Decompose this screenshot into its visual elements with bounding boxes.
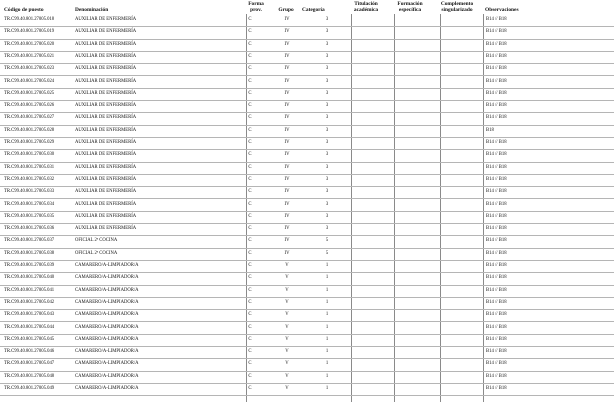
cell-observaciones: B14 // B18 <box>486 250 507 256</box>
cell-categoria: 3 <box>325 189 329 195</box>
cell-grupo: IV <box>284 17 290 22</box>
table-row <box>0 100 614 113</box>
cell-categoria: 3 <box>325 66 329 72</box>
table-row <box>0 26 614 39</box>
cell-denominacion: AUXILIAR DE ENFERMERÍA <box>75 213 137 219</box>
cell-observaciones: B14 // B18 <box>486 312 507 318</box>
table-row <box>0 358 614 371</box>
header-forma-prov-line2: prov. <box>250 7 262 13</box>
cell-grupo: IV <box>284 78 290 84</box>
cell-observaciones: B14 // B18 <box>486 90 507 96</box>
cell-denominacion: AUXILIAR DE ENFERMERÍA <box>75 41 137 47</box>
cell-observaciones: B14 // B18 <box>486 103 507 109</box>
cell-denominacion: AUXILIAR DE ENFERMERÍA <box>75 17 137 22</box>
table-row <box>0 76 614 89</box>
header-titulacion-line2: académica <box>353 7 379 13</box>
cell-grupo: IV <box>284 66 290 72</box>
cell-observaciones: B14 // B18 <box>486 287 507 293</box>
header-categoria: Categoría <box>302 7 325 13</box>
table-row <box>0 297 614 310</box>
cell-forma: C <box>248 41 252 47</box>
cell-observaciones: B14 // B18 <box>486 176 507 182</box>
cell-grupo: IV <box>284 53 290 59</box>
cell-grupo: V <box>285 386 289 391</box>
cell-observaciones: B14 // B18 <box>486 336 507 342</box>
table-row <box>0 14 614 27</box>
cell-denominacion: CAMARERO/A-LIMPIADOR/A <box>75 361 139 367</box>
cell-denominacion: AUXILIAR DE ENFERMERÍA <box>75 66 137 72</box>
cell-grupo: V <box>285 373 289 379</box>
cell-forma: C <box>248 90 252 96</box>
cell-observaciones: B14 // B18 <box>486 226 507 232</box>
cell-forma: C <box>248 373 252 379</box>
cell-observaciones: B14 // B18 <box>486 17 507 22</box>
cell-categoria: 5 <box>325 238 329 244</box>
cell-categoria: 3 <box>325 41 329 47</box>
cell-forma: C <box>248 213 252 219</box>
cell-categoria: 3 <box>325 90 329 96</box>
cell-denominacion: AUXILIAR DE ENFERMERÍA <box>75 127 137 133</box>
cell-categoria: 1 <box>325 287 329 293</box>
cell-codigo: TR.C99.40.801.27005.049 <box>4 386 55 391</box>
cell-grupo: IV <box>284 90 290 96</box>
cell-codigo: TR.C99.40.801.27005.023 <box>4 66 55 72</box>
cell-grupo: V <box>285 361 289 367</box>
cell-codigo: TR.C99.40.801.27005.036 <box>4 226 55 232</box>
cell-grupo: IV <box>284 250 290 256</box>
cell-denominacion: CAMARERO/A-LIMPIADOR/A <box>75 373 139 379</box>
cell-grupo: IV <box>284 152 290 158</box>
cell-forma: C <box>248 189 252 195</box>
cell-observaciones: B14 // B18 <box>486 140 507 145</box>
cell-grupo: IV <box>284 29 290 35</box>
cell-observaciones: B14 // B18 <box>486 386 507 391</box>
table-row <box>0 51 614 64</box>
table-row <box>0 285 614 298</box>
cell-codigo: TR.C99.40.801.27005.031 <box>4 164 55 170</box>
cell-denominacion: AUXILIAR DE ENFERMERÍA <box>75 103 137 109</box>
cell-denominacion: OFICIAL 2ª COCINA <box>75 250 118 256</box>
cell-denominacion: AUXILIAR DE ENFERMERÍA <box>75 152 137 158</box>
cell-codigo: TR.C99.40.801.27005.043 <box>4 312 55 318</box>
cell-observaciones: B14 // B18 <box>486 361 507 367</box>
cell-observaciones: B14 // B18 <box>486 349 507 355</box>
cell-categoria: 3 <box>325 78 329 84</box>
cell-forma: C <box>248 312 252 318</box>
cell-codigo: TR.C99.40.801.27005.046 <box>4 349 55 355</box>
table-row <box>0 137 614 150</box>
cell-forma: C <box>248 336 252 342</box>
cell-categoria: 3 <box>325 176 329 182</box>
cell-categoria: 1 <box>325 336 329 342</box>
cell-forma: C <box>248 275 252 281</box>
cell-observaciones: B14 // B18 <box>486 201 507 207</box>
cell-denominacion: CAMARERO/A-LIMPIADOR/A <box>75 349 139 355</box>
cell-forma: C <box>248 263 252 268</box>
cell-codigo: TR.C99.40.801.27005.030 <box>4 152 55 158</box>
cell-codigo: TR.C99.40.801.27005.027 <box>4 115 55 121</box>
cell-grupo: IV <box>284 226 290 232</box>
cell-codigo: TR.C99.40.801.27005.033 <box>4 189 55 195</box>
cell-observaciones: B14 // B18 <box>486 78 507 84</box>
table-row <box>0 334 614 347</box>
cell-observaciones: B18 <box>486 127 494 133</box>
cell-observaciones: B14 // B18 <box>486 275 507 281</box>
cell-grupo: IV <box>284 213 290 219</box>
table-row <box>0 383 614 396</box>
cell-categoria: 3 <box>325 103 329 109</box>
cell-denominacion: AUXILIAR DE ENFERMERÍA <box>75 226 137 232</box>
header-forma-prov-line1: Forma <box>248 1 264 7</box>
cell-denominacion: CAMARERO/A-LIMPIADOR/A <box>75 386 139 391</box>
cell-grupo: V <box>285 324 289 330</box>
cell-forma: C <box>248 386 252 391</box>
cell-grupo: IV <box>284 176 290 182</box>
cell-categoria: 1 <box>325 275 329 281</box>
cell-codigo: TR.C99.40.801.27005.037 <box>4 238 55 244</box>
cell-denominacion: CAMARERO/A-LIMPIADOR/A <box>75 324 139 330</box>
cell-grupo: IV <box>284 41 290 47</box>
cell-denominacion: AUXILIAR DE ENFERMERÍA <box>75 140 137 145</box>
cell-categoria: 1 <box>325 312 329 318</box>
cell-grupo: IV <box>284 127 290 133</box>
table-row <box>0 309 614 322</box>
cell-grupo: V <box>285 336 289 342</box>
cell-observaciones: B14 // B18 <box>486 324 507 330</box>
cell-forma: C <box>248 127 252 133</box>
cell-codigo: TR.C99.40.801.27005.025 <box>4 90 55 96</box>
cell-denominacion: AUXILIAR DE ENFERMERÍA <box>75 189 137 195</box>
cell-denominacion: CAMARERO/A-LIMPIADOR/A <box>75 287 139 293</box>
cell-observaciones: B14 // B18 <box>486 53 507 59</box>
cell-categoria: 3 <box>325 164 329 170</box>
cell-categoria: 3 <box>325 53 329 59</box>
cell-observaciones: B14 // B18 <box>486 213 507 219</box>
cell-forma: C <box>248 152 252 158</box>
cell-categoria: 1 <box>325 373 329 379</box>
cell-categoria: 3 <box>325 140 329 145</box>
cell-codigo: TR.C99.40.801.27005.018 <box>4 17 55 22</box>
cell-forma: C <box>248 78 252 84</box>
table-row <box>0 125 614 138</box>
cell-observaciones: B14 // B18 <box>486 66 507 72</box>
cell-denominacion: AUXILIAR DE ENFERMERÍA <box>75 176 137 182</box>
cell-codigo: TR.C99.40.801.27005.039 <box>4 263 55 268</box>
cell-codigo: TR.C99.40.801.27005.026 <box>4 103 55 109</box>
cell-forma: C <box>248 361 252 367</box>
cell-codigo: TR.C99.40.801.27005.020 <box>4 41 55 47</box>
cell-categoria: 3 <box>325 29 329 35</box>
cell-categoria: 1 <box>325 299 329 305</box>
cell-codigo: TR.C99.40.801.27005.038 <box>4 250 55 256</box>
table-row <box>0 260 614 273</box>
cell-observaciones: B14 // B18 <box>486 263 507 268</box>
cell-codigo: TR.C99.40.801.27005.028 <box>4 127 55 133</box>
cell-categoria: 5 <box>325 250 329 256</box>
cell-forma: C <box>248 103 252 109</box>
cell-categoria: 3 <box>325 201 329 207</box>
cell-forma: C <box>248 176 252 182</box>
table-row <box>0 39 614 52</box>
cell-forma: C <box>248 349 252 355</box>
cell-forma: C <box>248 238 252 244</box>
header-grupo: Grupo <box>278 7 294 13</box>
cell-categoria: 3 <box>325 226 329 232</box>
cell-forma: C <box>248 140 252 145</box>
table-row <box>0 248 614 261</box>
header-denominacion: Denominación <box>75 7 109 13</box>
cell-observaciones: B14 // B18 <box>486 115 507 121</box>
table-row <box>0 174 614 187</box>
cell-observaciones: B14 // B18 <box>486 41 507 47</box>
cell-codigo: TR.C99.40.801.27005.035 <box>4 213 55 219</box>
cell-categoria: 1 <box>325 324 329 330</box>
cell-denominacion: CAMARERO/A-LIMPIADOR/A <box>75 312 139 318</box>
header-observaciones: Observaciones <box>485 7 519 13</box>
cell-categoria: 1 <box>325 361 329 367</box>
table-row <box>0 346 614 359</box>
header-complemento-line1: Complemento <box>440 1 474 7</box>
table-row <box>0 211 614 224</box>
cell-grupo: IV <box>284 103 290 109</box>
cell-forma: C <box>248 324 252 330</box>
table-row <box>0 235 614 248</box>
cell-observaciones: B14 // B18 <box>486 164 507 170</box>
table-row <box>0 112 614 125</box>
cell-forma: C <box>248 164 252 170</box>
cell-codigo: TR.C99.40.801.27005.047 <box>4 361 55 367</box>
table-row <box>0 162 614 175</box>
cell-denominacion: CAMARERO/A-LIMPIADOR/A <box>75 263 139 268</box>
cell-codigo: TR.C99.40.801.27005.019 <box>4 29 55 35</box>
cell-forma: C <box>248 226 252 232</box>
table-row <box>0 199 614 212</box>
cell-grupo: V <box>285 263 289 268</box>
cell-categoria: 3 <box>325 127 329 133</box>
cell-observaciones: B14 // B18 <box>486 29 507 35</box>
table-row <box>0 322 614 335</box>
table-row <box>0 186 614 199</box>
header-formacion-line2: específica <box>398 7 422 13</box>
cell-denominacion: AUXILIAR DE ENFERMERÍA <box>75 29 137 35</box>
cell-denominacion: CAMARERO/A-LIMPIADOR/A <box>75 299 139 305</box>
cell-observaciones: B14 // B18 <box>486 238 507 244</box>
cell-grupo: V <box>285 287 289 293</box>
header-codigo: Código de puesto <box>4 7 44 13</box>
cell-categoria: 3 <box>325 213 329 219</box>
cell-forma: C <box>248 17 252 22</box>
cell-codigo: TR.C99.40.801.27005.045 <box>4 336 55 342</box>
cell-forma: C <box>248 29 252 35</box>
header-complemento-line2: singularizado <box>441 7 473 13</box>
cell-observaciones: B14 // B18 <box>486 189 507 195</box>
table-row <box>0 223 614 236</box>
cell-observaciones: B14 // B18 <box>486 152 507 158</box>
cell-categoria: 3 <box>325 17 329 22</box>
cell-forma: C <box>248 287 252 293</box>
header-formacion-line1: Formación <box>397 1 423 7</box>
cell-grupo: V <box>285 275 289 281</box>
cell-denominacion: AUXILIAR DE ENFERMERÍA <box>75 115 137 121</box>
cell-grupo: IV <box>284 201 290 207</box>
cell-denominacion: CAMARERO/A-LIMPIADOR/A <box>75 275 139 281</box>
table-row <box>0 371 614 384</box>
cell-categoria: 1 <box>325 349 329 355</box>
cell-denominacion: CAMARERO/A-LIMPIADOR/A <box>75 336 139 342</box>
cell-grupo: IV <box>284 115 290 121</box>
cell-grupo: V <box>285 312 289 318</box>
cell-codigo: TR.C99.40.801.27005.044 <box>4 324 55 330</box>
cell-denominacion: AUXILIAR DE ENFERMERÍA <box>75 78 137 84</box>
cell-categoria: 1 <box>325 263 329 268</box>
cell-denominacion: AUXILIAR DE ENFERMERÍA <box>75 201 137 207</box>
cell-codigo: TR.C99.40.801.27005.021 <box>4 53 55 59</box>
cell-codigo: TR.C99.40.801.27005.040 <box>4 275 55 281</box>
cell-grupo: IV <box>284 140 290 145</box>
cell-forma: C <box>248 250 252 256</box>
cell-forma: C <box>248 201 252 207</box>
cell-forma: C <box>248 299 252 305</box>
cell-codigo: TR.C99.40.801.27005.048 <box>4 373 55 379</box>
table-row <box>0 272 614 285</box>
cell-codigo: TR.C99.40.801.27005.042 <box>4 299 55 305</box>
table-row <box>0 149 614 162</box>
cell-categoria: 3 <box>325 152 329 158</box>
header-titulacion-line1: Titulación <box>354 1 378 7</box>
cell-categoria: 3 <box>325 115 329 121</box>
cell-denominacion: AUXILIAR DE ENFERMERÍA <box>75 53 137 59</box>
cell-codigo: TR.C99.40.801.27005.024 <box>4 78 55 84</box>
cell-grupo: IV <box>284 238 290 244</box>
cell-grupo: IV <box>284 164 290 170</box>
cell-categoria: 1 <box>325 386 329 391</box>
cell-forma: C <box>248 115 252 121</box>
cell-grupo: IV <box>284 189 290 195</box>
cell-denominacion: AUXILIAR DE ENFERMERÍA <box>75 164 137 170</box>
table-row <box>0 88 614 101</box>
cell-observaciones: B14 // B18 <box>486 299 507 305</box>
cell-grupo: V <box>285 349 289 355</box>
cell-observaciones: B14 // B18 <box>486 373 507 379</box>
cell-forma: C <box>248 53 252 59</box>
table-row <box>0 63 614 76</box>
cell-codigo: TR.C99.40.801.27005.029 <box>4 140 55 145</box>
cell-forma: C <box>248 66 252 72</box>
cell-codigo: TR.C99.40.801.27005.041 <box>4 287 55 293</box>
cell-codigo: TR.C99.40.801.27005.032 <box>4 176 55 182</box>
cell-denominacion: AUXILIAR DE ENFERMERÍA <box>75 90 137 96</box>
cell-grupo: V <box>285 299 289 305</box>
cell-denominacion: OFICIAL 2ª COCINA <box>75 238 118 244</box>
cell-codigo: TR.C99.40.801.27005.034 <box>4 201 55 207</box>
